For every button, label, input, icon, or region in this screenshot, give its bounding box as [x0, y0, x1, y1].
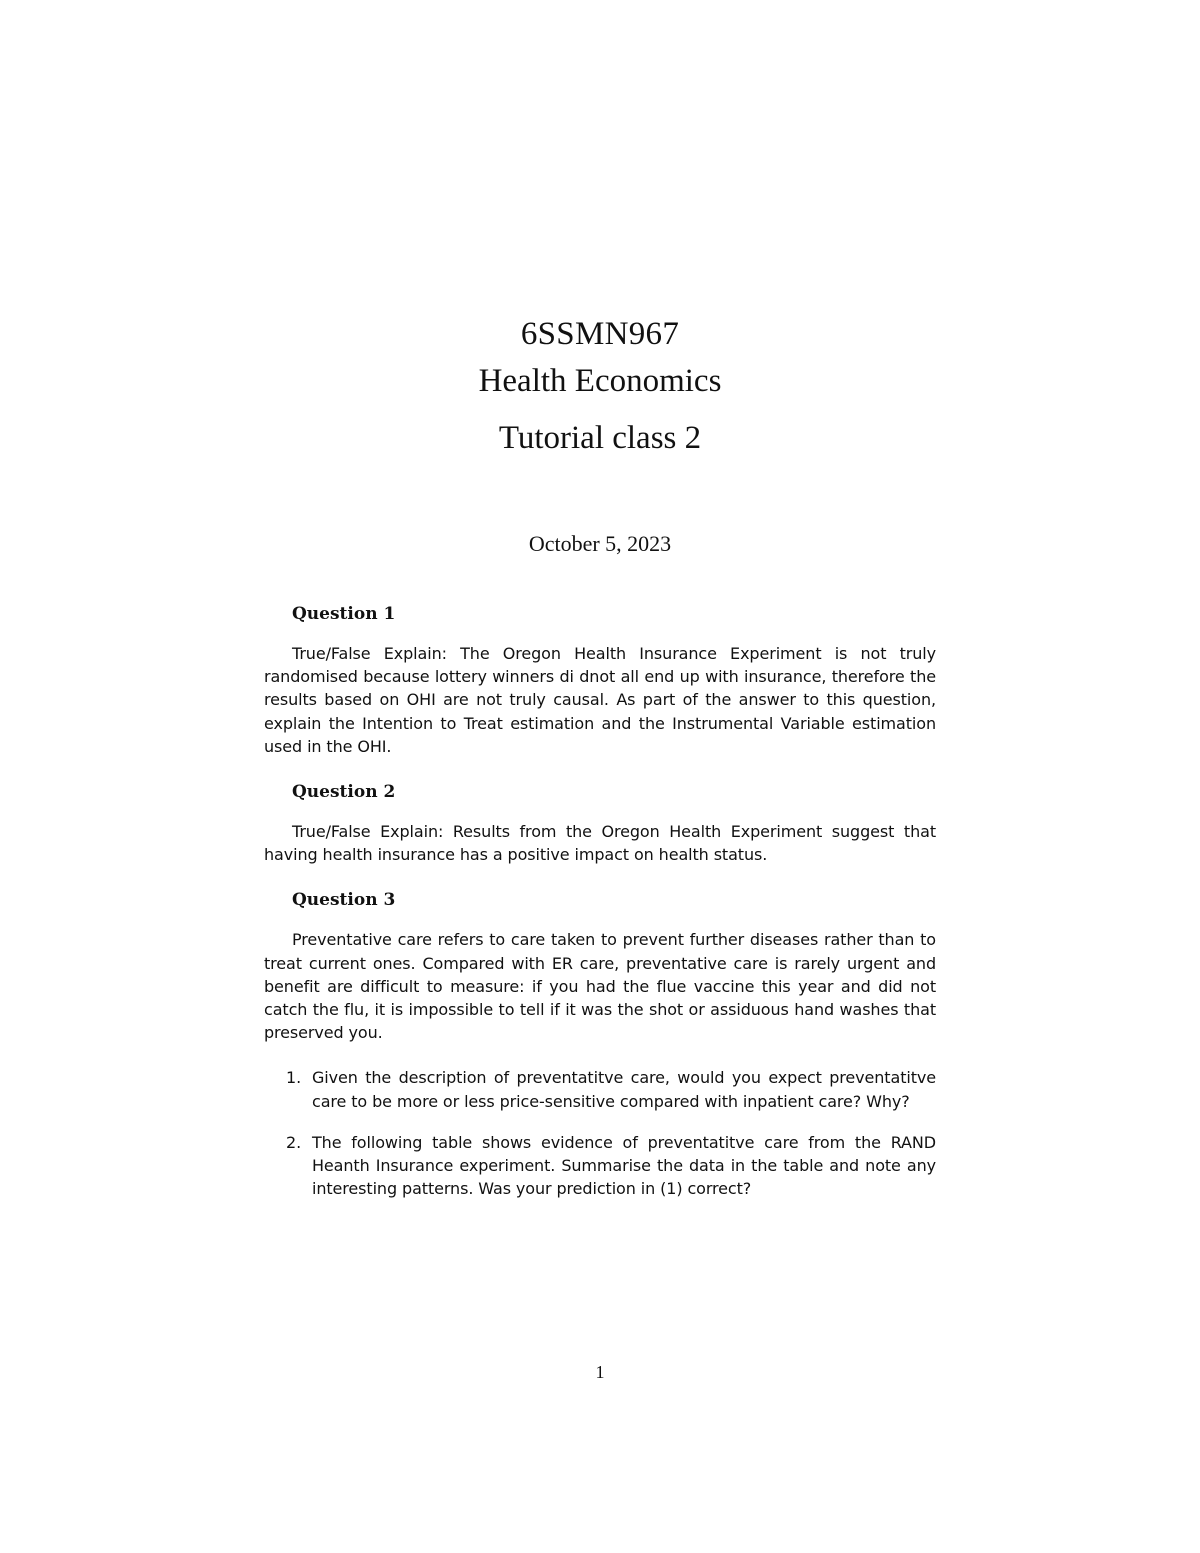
- question-2: [264, 780, 936, 866]
- page-number: 1: [595, 1362, 605, 1382]
- list-number: 2.: [286, 1132, 302, 1152]
- list-item: [264, 1066, 936, 1112]
- question-text: True/False Explain: The Oregon Health Insurance Experiment is not truly randomised because lottery winners di dnot all end up with insurance, therefore the results based on OHI are not truly causal. As part of the answer to this question, explain the Intention to Treat estimation and the Instrumental Variable estimation used in the OHI.: [264, 644, 936, 756]
- list-item-text: The following table shows evidence of preventatitve care from the RAND Heanth Insurance experiment. Summarise the data in the table and note any interesting patterns. Was your prediction in (1) correct?: [312, 1132, 936, 1199]
- question-text: Preventative care refers to care taken to prevent further diseases rather than to treat current ones. Compared with ER care, preventative care is rarely urgent and benefit are difficult to measure: if you had the flue vaccine this year and did not catch the flu, it is impossible to tell if it was the shot or assiduous hand washes that preserved you.: [264, 930, 936, 1043]
- question-heading: Question 3: [292, 890, 396, 911]
- question-3: [264, 888, 936, 1200]
- list-item-text: Given the description of preventatitve care, would you expect preventatitve care to be more or less price-sensitive compared with inpatient care? Why?: [312, 1068, 936, 1111]
- question-heading: Question 1: [292, 604, 396, 624]
- list-item: [264, 1131, 936, 1201]
- question-3-list: [264, 1066, 936, 1200]
- question-1: [264, 602, 936, 758]
- tutorial-title: Tutorial class 2: [498, 420, 702, 456]
- list-number: 1.: [286, 1068, 302, 1088]
- question-text: True/False Explain: Results from the Oregon Health Experiment suggest that having health insurance has a positive impact on health status.: [264, 822, 936, 865]
- question-heading: Question 2: [292, 782, 396, 803]
- course-code: 6SSMN967: [520, 316, 680, 352]
- document-content: [264, 602, 936, 1218]
- document-date: October 5, 2023: [528, 531, 672, 556]
- course-name: Health Economics: [478, 363, 722, 399]
